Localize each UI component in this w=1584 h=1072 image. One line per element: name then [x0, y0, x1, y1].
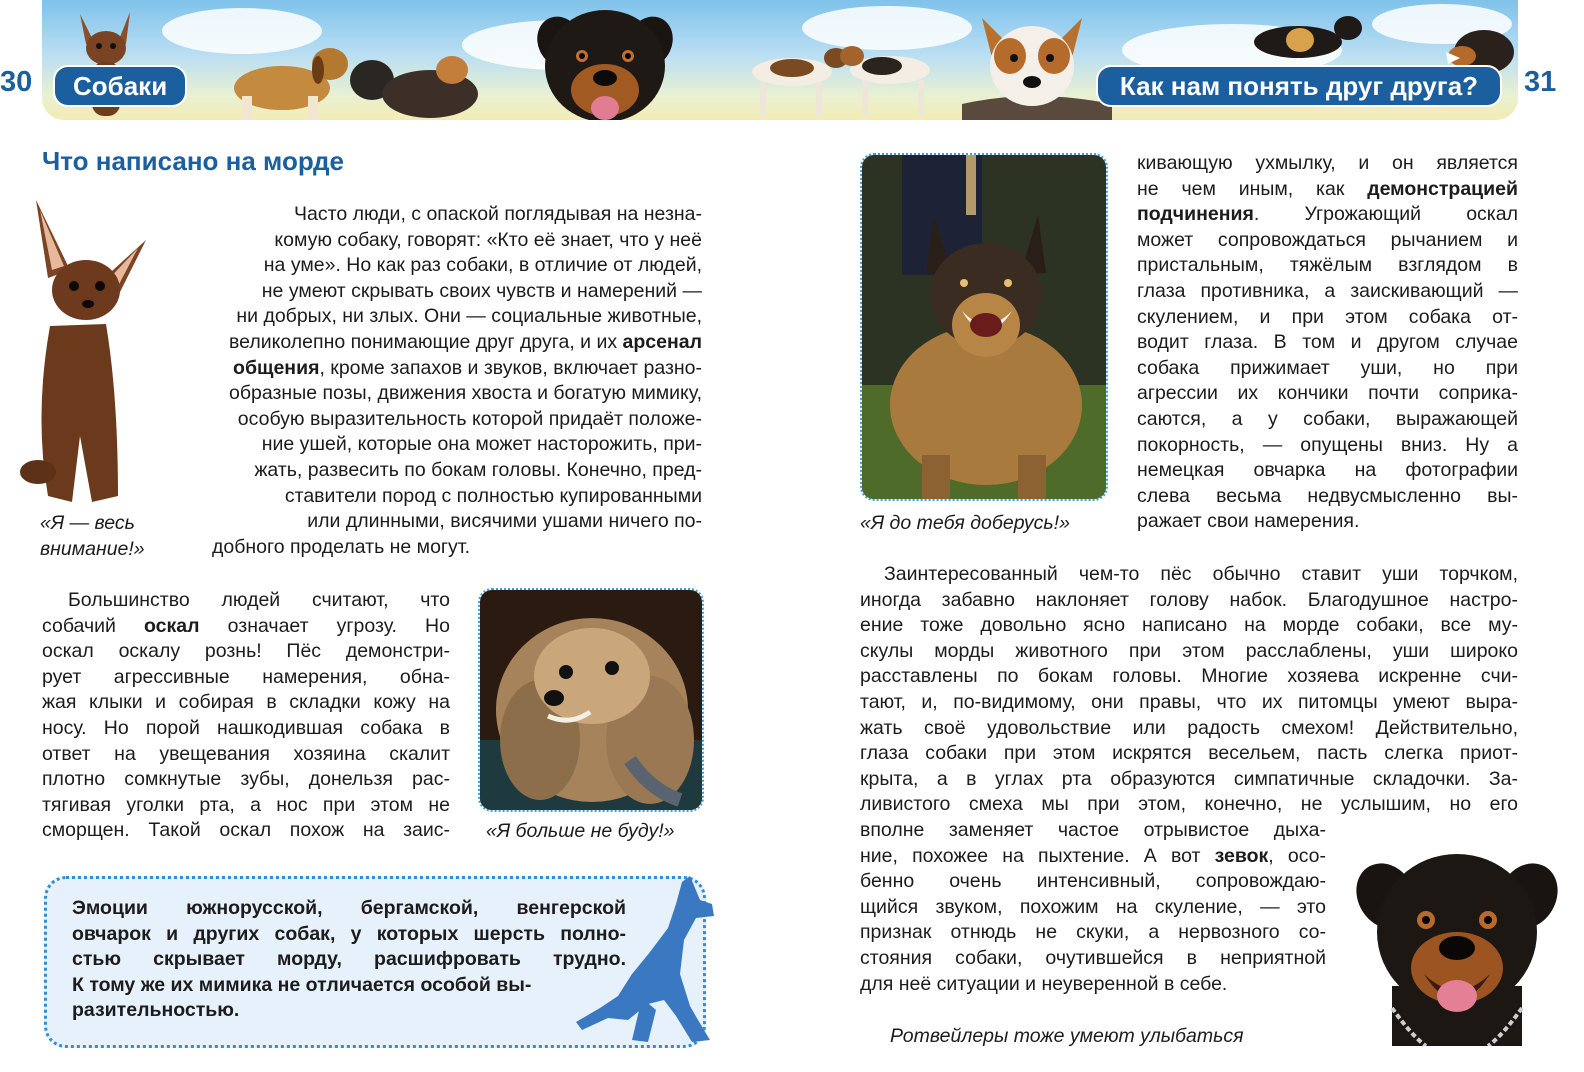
- text-line: не умеют скрывать своих чувств и намерений —: [261, 279, 702, 302]
- text-line: образные позы, движения хвоста и богатую мимику,: [229, 382, 702, 405]
- text-line: кивающую ухмылку, и он является: [1137, 152, 1518, 174]
- text-line: слева весьма недвусмысленно вы-: [1137, 484, 1518, 507]
- term-grin: оскал: [144, 614, 200, 637]
- caption-shepherd: «Я до тебя доберусь!»: [860, 512, 1070, 534]
- text-line: рует агрессивные намерения, обна-: [42, 665, 450, 688]
- text-line: плотно сомкнутые зубы, донельзя рас-: [42, 768, 450, 791]
- text-line: ответ на увещевания хозяина скалит: [42, 742, 450, 765]
- text-line: ливистого смеха мы при этом, конечно, не услышим, но его: [860, 793, 1518, 816]
- paragraph-grin: [42, 588, 450, 844]
- text-line: Большинство людей считают, что: [68, 589, 450, 611]
- page-number-right: 31: [1524, 66, 1557, 98]
- text-line: на уме». Но как раз собаки, в отличие от людей,: [263, 254, 702, 277]
- text-line: добного проделать не могут.: [212, 535, 470, 558]
- paragraph-submission: [1137, 151, 1518, 535]
- text-line: скулы морды животного при этом расслаблены, уши широко: [860, 639, 1518, 662]
- caption-chihuahua-line1: «Я — весь: [40, 512, 135, 534]
- text-line: саются, а у собаки, выражающей: [1137, 407, 1518, 430]
- text-line: стояния собаки, очутившейся в неприятной: [860, 946, 1326, 969]
- info-line: Эмоции южнорусской, бергамской, венгерской: [72, 897, 626, 919]
- rottweiler-image: [1352, 836, 1562, 1046]
- text-line: для неё ситуации и неуверенной в себе.: [860, 972, 1228, 995]
- text-line: собачий оскал означает угрозу. Но: [42, 614, 450, 637]
- shepherd-photo: [860, 153, 1108, 501]
- term-submission: подчинения: [1137, 203, 1254, 226]
- text-line: ение тоже довольно ясно написано на морде собаки, все му-: [860, 614, 1518, 637]
- section-label-right: Как нам понять друг друга?: [1098, 67, 1500, 105]
- text-line: немецкая овчарка на фотографии: [1137, 459, 1518, 482]
- text-line: особую выразительность которой придаёт положе-: [237, 407, 702, 430]
- term-yawn: зевок: [1214, 844, 1269, 867]
- text-line: комую собаку, говорят: «Кто её знает, что у неё: [274, 228, 702, 251]
- text-line: ние ушей, которые она может насторожить, при-: [261, 433, 702, 456]
- text-line: может сопровождаться рычанием и: [1137, 228, 1518, 251]
- text-line: бенно очень интенсивный, сопровождаю-: [860, 870, 1326, 893]
- yorkie-image: [480, 590, 702, 810]
- info-box-text: [72, 896, 626, 1024]
- text-line: Часто люди, с опаской поглядывая на незна-: [294, 203, 702, 225]
- info-line: К тому же их мимика не отличается особой вы-: [72, 973, 532, 996]
- text-line: покорность, — опущены вниз. Ну а: [1137, 433, 1518, 456]
- text-line: признак отнюдь не скуки, а нервозного со-: [860, 921, 1326, 944]
- text-line: общения, кроме запахов и звуков, включает разно-: [233, 356, 702, 379]
- text-line: иногда забавно наклоняет голову набок. Благодушное настро-: [860, 588, 1518, 611]
- text-line: носу. Но порой нашкодившая собака в: [42, 716, 450, 739]
- text-line: жая клыки и собирая в складки кожу на: [42, 691, 450, 714]
- text-line: или длинными, висячими ушами ничего по-: [307, 510, 702, 533]
- caption-yorkie: «Я больше не буду!»: [486, 820, 675, 842]
- info-line: разительностью.: [72, 999, 240, 1022]
- text-line: великолепно понимающие друг друга, и их арсенал: [229, 330, 702, 353]
- article-title: Что написано на морде: [42, 146, 345, 176]
- caption-chihuahua-line2: внимание!»: [40, 538, 145, 560]
- yorkie-photo: [478, 588, 704, 812]
- term-communication: общения: [233, 356, 320, 379]
- banner-hounds-image: [732, 28, 952, 120]
- info-line: стью скрывает морду, расшифровать трудно.: [72, 948, 626, 971]
- text-line: расставлены по бокам головы. Многие хозяева искренне счи-: [860, 665, 1518, 688]
- term-demonstration: демонстрацией: [1367, 177, 1518, 200]
- text-line: жать своё удовольствие или радость смехом! Действительно,: [860, 716, 1518, 739]
- info-line: овчарок и других собак, у которых шерсть полно-: [72, 922, 626, 945]
- banner-rottweiler-image: [520, 4, 690, 120]
- text-line: водит глаза. В том и другом случае: [1137, 331, 1518, 354]
- text-line: тают, и, по-видимому, они правы, что их питомцы умеют выра-: [860, 690, 1518, 713]
- text-line: подчинения. Угрожающий оскал: [1137, 203, 1518, 226]
- text-line: глаза противника, а заискивающий —: [1137, 279, 1518, 302]
- page-number-left: 30: [0, 66, 33, 98]
- section-label-left: Собаки: [55, 67, 185, 105]
- text-line: скулением, и при этом собака от-: [1137, 305, 1518, 328]
- text-line: сморщен. Такой оскал похож на заис-: [42, 819, 450, 842]
- text-line: вполне заменяет частое отрывистое дыха-: [860, 818, 1326, 841]
- banner-beagle-puppy-image: [212, 30, 352, 120]
- banner-dog-pair-image: [332, 40, 482, 120]
- chihuahua-image: [14, 196, 154, 514]
- text-line: Заинтересованный чем-то пёс обычно ставит уши торчком,: [884, 563, 1518, 585]
- text-line: ставители пород с полностью купированными: [284, 484, 702, 507]
- banner-jumping-dog-image: [1238, 6, 1368, 76]
- text-line: тягивая уголки рта, а нос при этом не: [42, 793, 450, 816]
- text-line: агрессии их кончики почти соприка-: [1137, 382, 1518, 405]
- term-arsenal: арсенал: [622, 330, 702, 353]
- text-line: ни добрых, ни злых. Они — социальные животные,: [236, 305, 702, 328]
- text-line: глаза собаки при этом искрятся весельем, пасть слегка приот-: [860, 742, 1518, 765]
- text-line: не чем иным, как демонстрацией: [1137, 177, 1518, 200]
- text-line: крыта, а в углах рта образуются симпатичные складочки. За-: [860, 767, 1518, 790]
- text-line: жать, развесить по бокам головы. Конечно, пред-: [254, 458, 702, 481]
- text-line: ражает свои намерения.: [1137, 510, 1360, 533]
- dog-silhouette-icon: [572, 870, 742, 1056]
- text-line: пристальным, тяжёлым взглядом в: [1137, 254, 1518, 277]
- german-shepherd-image: [862, 155, 1106, 499]
- paragraph-intro: [140, 202, 702, 560]
- text-line: щийся звуком, похожим на скуление, — это: [860, 895, 1326, 918]
- caption-rottweiler: Ротвейлеры тоже умеют улыбаться: [890, 1025, 1244, 1047]
- text-line: собака прижимает уши, но при: [1137, 356, 1518, 379]
- text-line: оскал оскалу рознь! Пёс демонстри-: [42, 640, 450, 663]
- text-line: ние, похожее на пыхтение. А вот зевок, осо-: [860, 844, 1326, 867]
